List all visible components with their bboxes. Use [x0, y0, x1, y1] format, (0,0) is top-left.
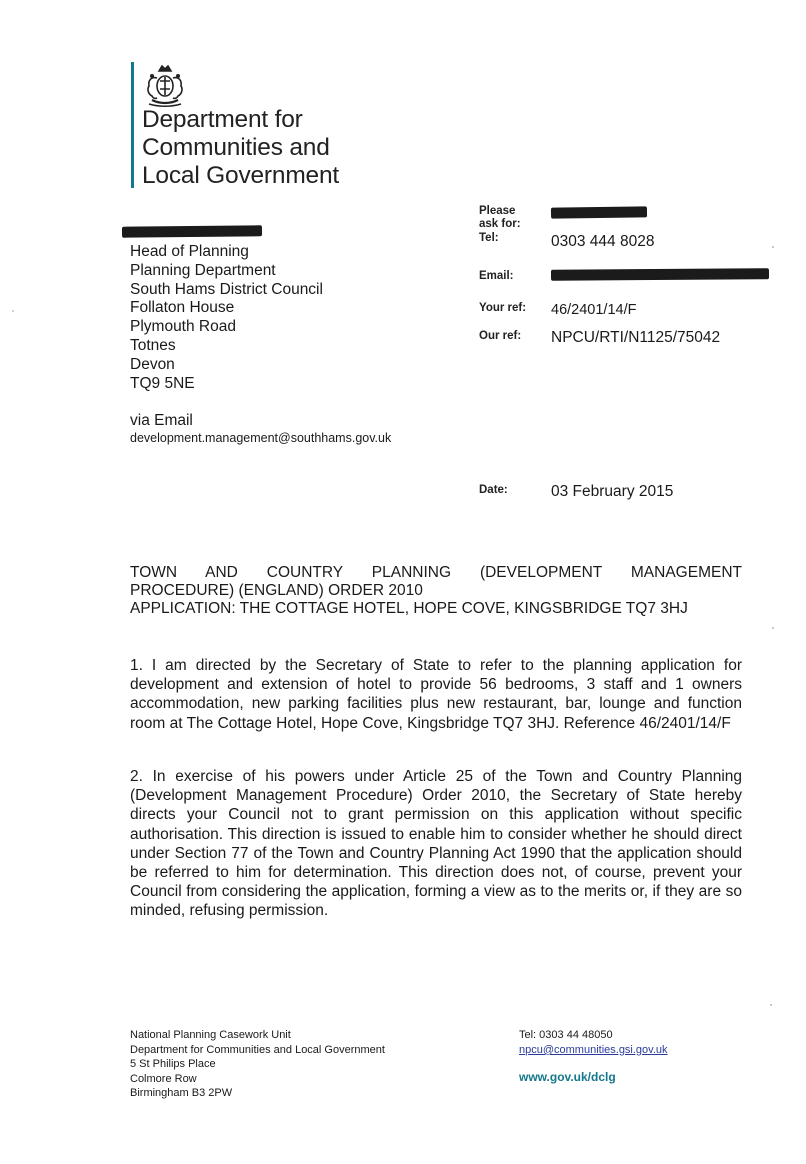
footer-address-line: Birmingham B3 2PW — [130, 1087, 233, 1099]
footer-address-line: National Planning Casework Unit — [130, 1029, 291, 1041]
via-email-address[interactable]: development.management@southhams.gov.uk — [130, 431, 392, 445]
redacted-contact-name — [551, 206, 647, 218]
footer-address-line: Colmore Row — [130, 1072, 197, 1085]
footer-address-line: Department for Communities and Local Government — [130, 1043, 385, 1056]
recipient-address — [130, 243, 323, 393]
heading-line: PROCEDURE) (ENGLAND) ORDER 2010 — [130, 582, 423, 599]
address-line: Plymouth Road — [130, 318, 236, 336]
scan-speck — [12, 310, 14, 312]
address-line: Totnes — [130, 336, 176, 354]
address-line: Head of Planning — [130, 243, 249, 260]
footer-tel: Tel: 0303 44 48050 — [519, 1029, 613, 1041]
scan-speck — [770, 1004, 772, 1006]
date-value: 03 February 2015 — [551, 483, 674, 500]
address-line: TQ9 5NE — [130, 374, 195, 392]
footer-email-link[interactable]: npcu@communities.gsi.gov.uk — [519, 1044, 668, 1056]
footer-address-line: 5 St Philips Place — [130, 1058, 216, 1070]
address-line: Devon — [130, 355, 175, 373]
scan-speck — [772, 627, 774, 629]
footer-address — [130, 1028, 385, 1101]
royal-crest-icon — [140, 62, 190, 108]
tel-label: Tel: — [479, 232, 499, 244]
paragraph-2: 2. In exercise of his powers under Article 25 of the Town and Country Planning (Development Management Procedure) Order 2010, the Secretary of State hereby directs your Council not to grant permission on this application without specific authorisation. This direction is issued to enable him to consider whether he should direct under Section 77 of the Town and Country Planning Act 1990 that the application should be referred to him for determination. This direction does not, of course, prevent your Council from considering the application, forming a view as to the merits or, if they are so minded, refusing permission. — [130, 768, 742, 920]
email-label: Email: — [479, 270, 514, 282]
department-name — [142, 106, 339, 190]
paragraph-1: 1. I am directed by the Secretary of State to refer to the planning application for development and extension of hotel to provide 56 bedrooms, 3 staff and 1 owners accommodation, new parking facilities plus new restaurant, bar, lounge and function room at The Cottage Hotel, Hope Cove, Kingsbridge TQ7 3HJ. Reference 46/2401/14/F — [130, 657, 742, 732]
department-line: Department for — [142, 106, 303, 133]
scan-speck — [772, 246, 774, 248]
please-ask-for-label: Please ask for: — [479, 205, 521, 230]
heading-line: TOWN AND COUNTRY PLANNING (DEVELOPMENT MANAGEMENT — [130, 564, 742, 581]
letter-heading — [130, 564, 742, 618]
department-line: Local Government — [142, 162, 339, 189]
address-line: South Hams District Council — [130, 280, 323, 298]
tel-value: 0303 444 8028 — [551, 233, 655, 250]
your-ref-label: Your ref: — [479, 302, 527, 314]
address-line: Planning Department — [130, 261, 276, 279]
department-line: Communities and — [142, 134, 330, 161]
our-ref-value: NPCU/RTI/N1125/75042 — [551, 329, 721, 346]
our-ref-label: Our ref: — [479, 330, 522, 342]
heading-line: APPLICATION: THE COTTAGE HOTEL, HOPE COVE, KINGSBRIDGE TQ7 3HJ — [130, 600, 688, 617]
logo-accent-bar — [131, 62, 134, 188]
footer-website-link[interactable]: www.gov.uk/dclg — [519, 1070, 616, 1084]
address-line: Follaton House — [130, 299, 235, 317]
redacted-recipient-name — [122, 225, 262, 237]
via-email-label: via Email — [130, 412, 193, 429]
redacted-contact-email — [551, 268, 769, 281]
date-label: Date: — [479, 484, 508, 496]
your-ref-value: 46/2401/14/F — [551, 302, 637, 318]
